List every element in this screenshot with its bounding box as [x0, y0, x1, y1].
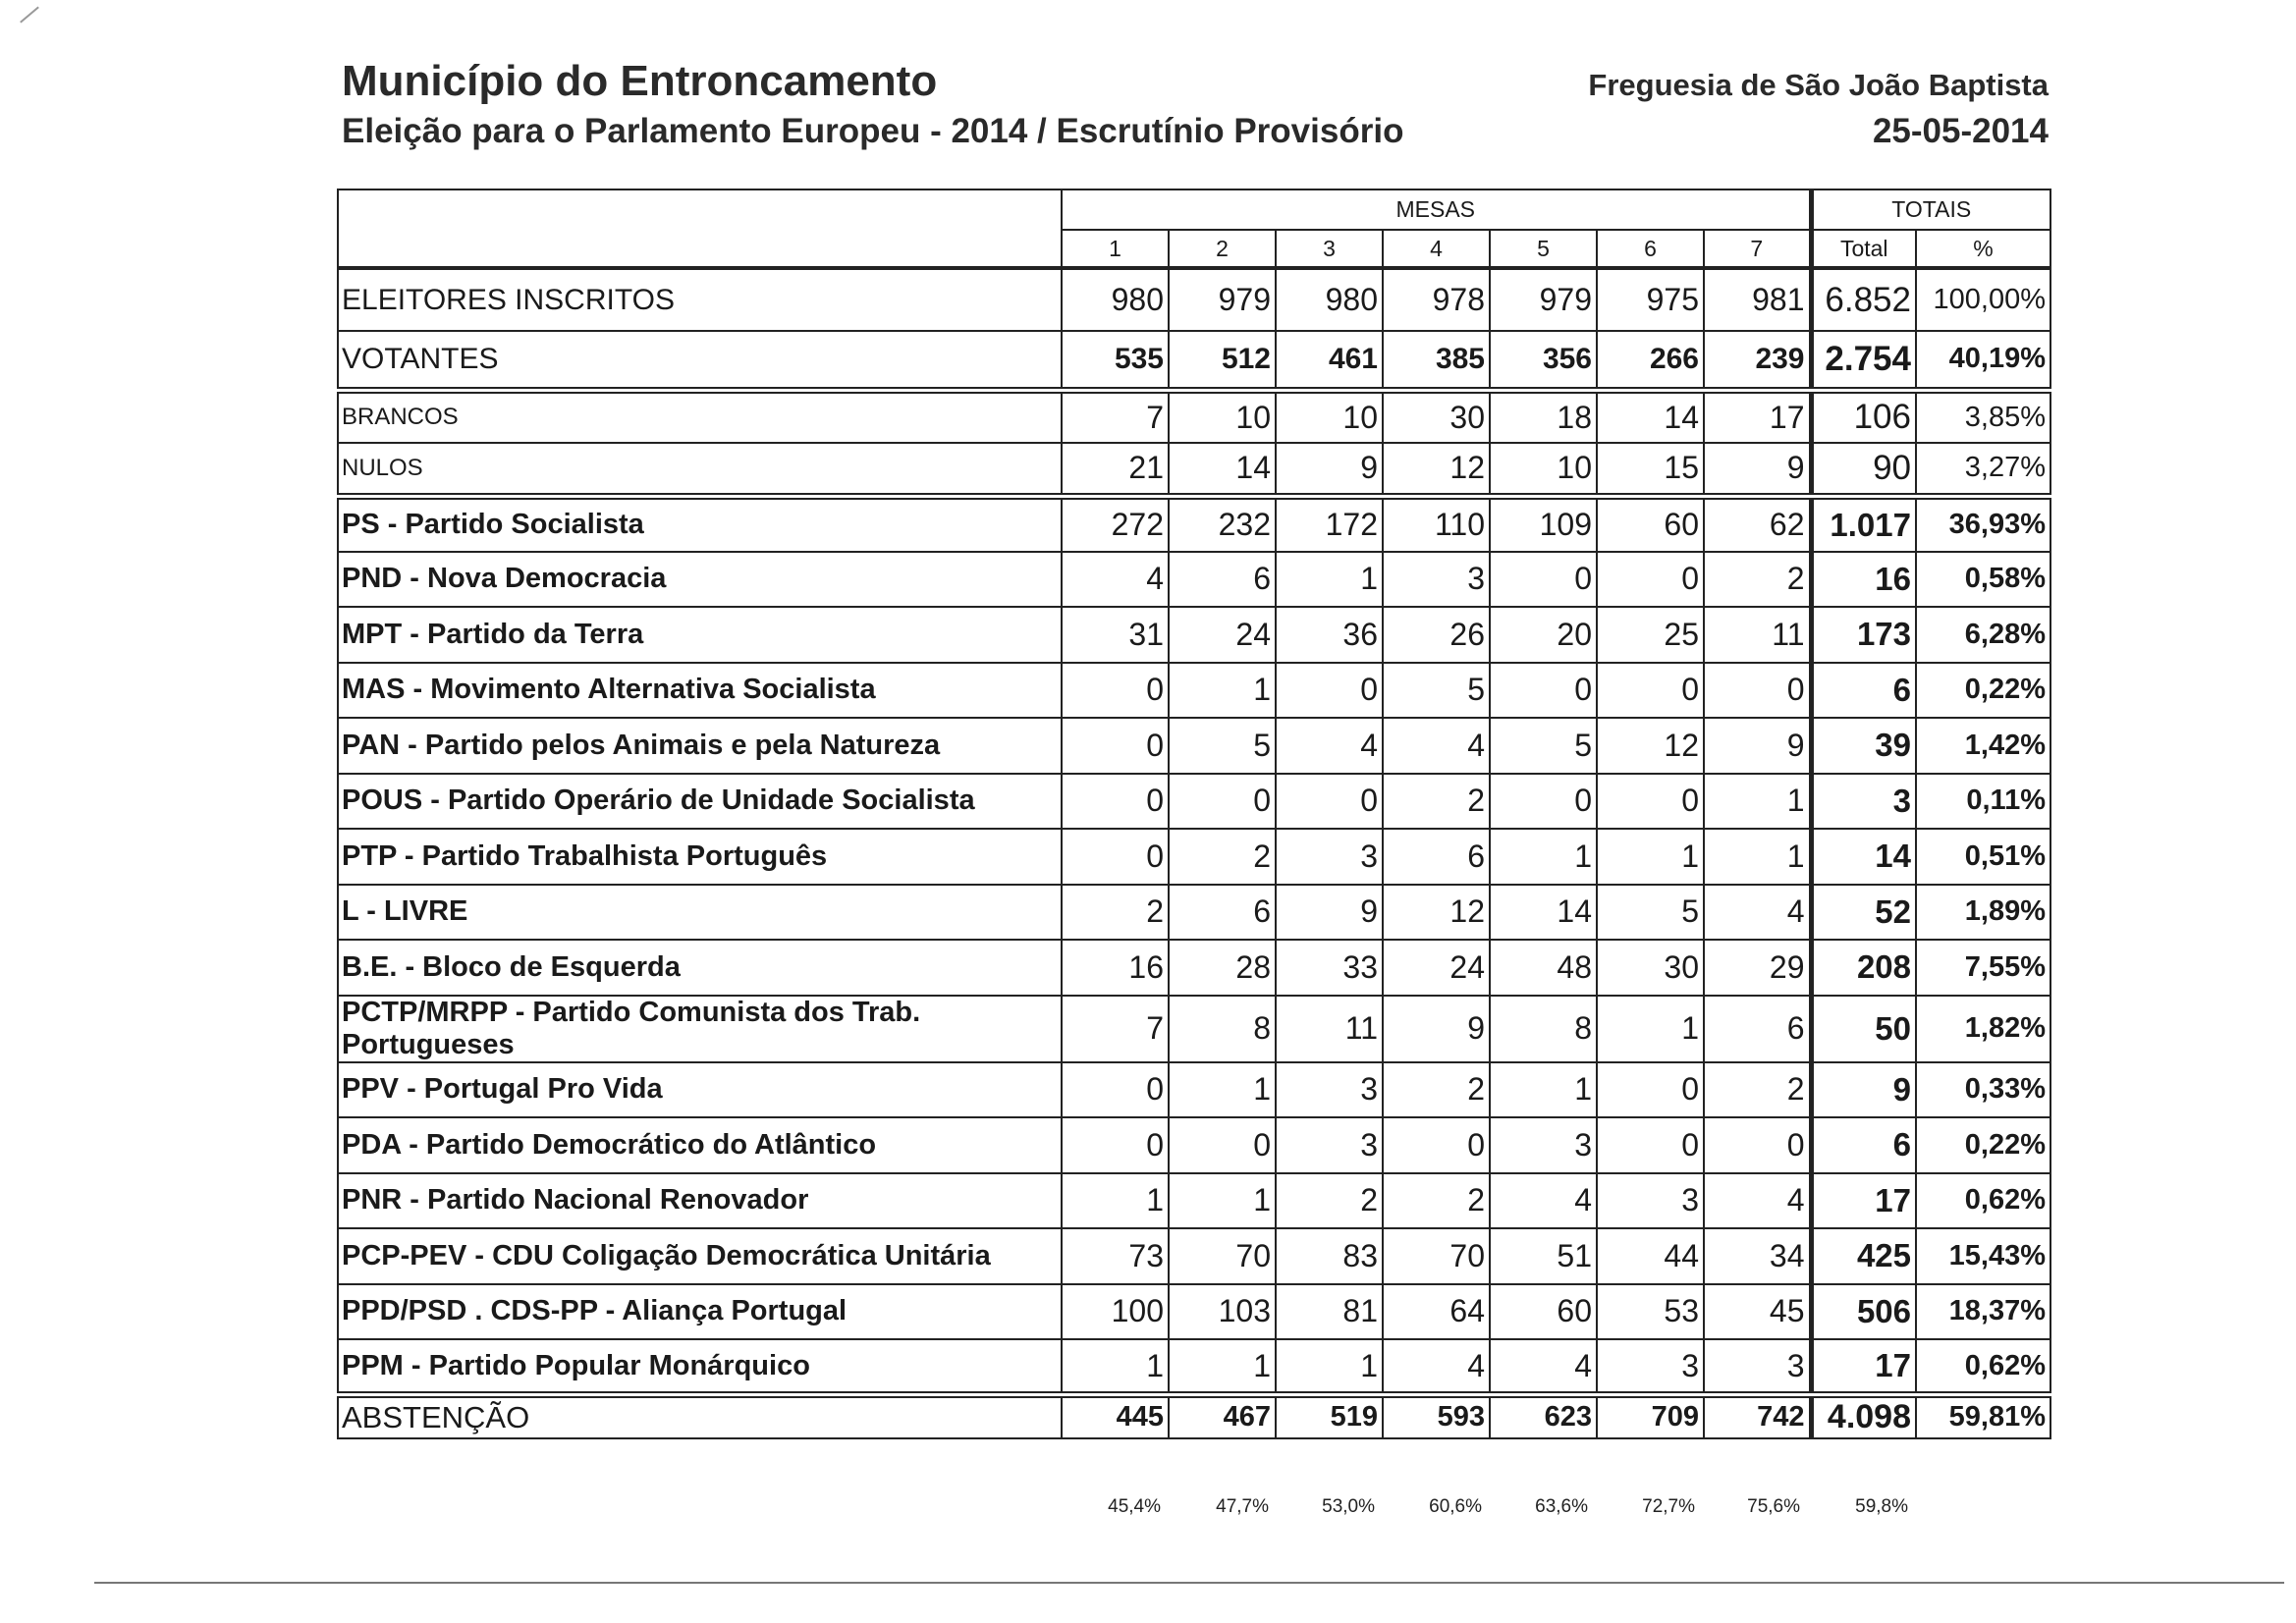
- header-totais: TOTAIS: [1811, 189, 2050, 230]
- cell-party-8-pct: 1,89%: [1916, 885, 2050, 941]
- row-label-party-4: MAS - Movimento Alternativa Socialista: [338, 663, 1062, 719]
- cell-party-11-mesa-6: 0: [1597, 1062, 1704, 1118]
- cell-party-15-mesa-6: 53: [1597, 1284, 1704, 1340]
- cell-party-11-mesa-4: 2: [1383, 1062, 1490, 1118]
- cell-party-16-total: 17: [1811, 1339, 1916, 1395]
- cell-party-9-mesa-4: 24: [1383, 940, 1490, 996]
- row-label-party-2: PND - Nova Democracia: [338, 552, 1062, 608]
- cell-inscritos-total: 6.852: [1811, 268, 1916, 331]
- cell-brancos-mesa-1: 7: [1062, 390, 1169, 443]
- table-row-party-8: [338, 885, 2050, 941]
- table-row-inscritos: [338, 268, 2050, 331]
- cell-party-13-mesa-2: 1: [1169, 1173, 1276, 1229]
- cell-party-14-mesa-3: 83: [1276, 1228, 1383, 1284]
- cell-party-15-total: 506: [1811, 1284, 1916, 1340]
- cell-party-15-mesa-5: 60: [1490, 1284, 1597, 1340]
- cell-party-2-mesa-6: 0: [1597, 552, 1704, 608]
- cell-party-12-mesa-5: 3: [1490, 1117, 1597, 1173]
- row-label-brancos: BRANCOS: [338, 390, 1062, 443]
- cell-abstencao-mesa-4: 593: [1383, 1395, 1490, 1438]
- cell-party-16-mesa-6: 3: [1597, 1339, 1704, 1395]
- cell-party-12-mesa-2: 0: [1169, 1117, 1276, 1173]
- abstention-pct-mesa-6: 72,7%: [1642, 1496, 1695, 1517]
- cell-party-13-mesa-5: 4: [1490, 1173, 1597, 1229]
- cell-party-5-mesa-6: 12: [1597, 718, 1704, 774]
- cell-party-5-total: 39: [1811, 718, 1916, 774]
- header-mesa-4: 4: [1383, 230, 1490, 268]
- cell-inscritos-mesa-6: 975: [1597, 268, 1704, 331]
- row-label-votantes: VOTANTES: [338, 331, 1062, 390]
- cell-party-10-mesa-3: 11: [1276, 996, 1383, 1062]
- cell-votantes-mesa-1: 535: [1062, 331, 1169, 390]
- cell-party-8-mesa-6: 5: [1597, 885, 1704, 941]
- row-label-party-9: B.E. - Bloco de Esquerda: [338, 940, 1062, 996]
- cell-party-11-mesa-7: 2: [1704, 1062, 1811, 1118]
- cell-party-4-mesa-7: 0: [1704, 663, 1811, 719]
- cell-party-8-mesa-7: 4: [1704, 885, 1811, 941]
- cell-party-15-pct: 18,37%: [1916, 1284, 2050, 1340]
- cell-abstencao-pct: 59,81%: [1916, 1395, 2050, 1438]
- row-label-abstencao: ABSTENÇÃO: [338, 1395, 1062, 1438]
- row-label-nulos: NULOS: [338, 443, 1062, 496]
- cell-party-3-mesa-1: 31: [1062, 607, 1169, 663]
- cell-inscritos-mesa-3: 980: [1276, 268, 1383, 331]
- cell-party-7-mesa-7: 1: [1704, 829, 1811, 885]
- header-mesa-7: 7: [1704, 230, 1811, 268]
- table-row-party-13: [338, 1173, 2050, 1229]
- cell-party-7-mesa-4: 6: [1383, 829, 1490, 885]
- cell-party-12-mesa-1: 0: [1062, 1117, 1169, 1173]
- cell-party-4-mesa-2: 1: [1169, 663, 1276, 719]
- cell-party-9-mesa-2: 28: [1169, 940, 1276, 996]
- cell-party-10-mesa-6: 1: [1597, 996, 1704, 1062]
- cell-party-7-mesa-6: 1: [1597, 829, 1704, 885]
- cell-nulos-mesa-5: 10: [1490, 443, 1597, 496]
- cell-party-14-mesa-2: 70: [1169, 1228, 1276, 1284]
- cell-party-10-mesa-2: 8: [1169, 996, 1276, 1062]
- cell-inscritos-pct: 100,00%: [1916, 268, 2050, 331]
- parish-name: Freguesia de São João Baptista: [1588, 68, 2049, 102]
- table-row-party-10: [338, 996, 2050, 1062]
- cell-party-13-mesa-7: 4: [1704, 1173, 1811, 1229]
- cell-party-14-total: 425: [1811, 1228, 1916, 1284]
- row-label-inscritos: ELEITORES INSCRITOS: [338, 268, 1062, 331]
- cell-party-5-mesa-4: 4: [1383, 718, 1490, 774]
- cell-party-1-mesa-6: 60: [1597, 496, 1704, 552]
- cell-party-12-total: 6: [1811, 1117, 1916, 1173]
- cell-party-4-mesa-4: 5: [1383, 663, 1490, 719]
- header-mesa-3: 3: [1276, 230, 1383, 268]
- cell-inscritos-mesa-1: 980: [1062, 268, 1169, 331]
- cell-party-2-mesa-1: 4: [1062, 552, 1169, 608]
- cell-party-16-mesa-4: 4: [1383, 1339, 1490, 1395]
- cell-abstencao-mesa-2: 467: [1169, 1395, 1276, 1438]
- table-row-party-2: [338, 552, 2050, 608]
- cell-party-6-mesa-7: 1: [1704, 774, 1811, 830]
- cell-party-5-mesa-1: 0: [1062, 718, 1169, 774]
- cell-party-5-mesa-7: 9: [1704, 718, 1811, 774]
- cell-party-14-mesa-7: 34: [1704, 1228, 1811, 1284]
- table-row-party-12: [338, 1117, 2050, 1173]
- cell-party-9-mesa-1: 16: [1062, 940, 1169, 996]
- cell-nulos-mesa-7: 9: [1704, 443, 1811, 496]
- row-label-party-15: PPD/PSD . CDS-PP - Aliança Portugal: [338, 1284, 1062, 1340]
- cell-party-6-mesa-6: 0: [1597, 774, 1704, 830]
- cell-party-6-mesa-3: 0: [1276, 774, 1383, 830]
- cell-party-14-mesa-5: 51: [1490, 1228, 1597, 1284]
- row-label-party-6: POUS - Partido Operário de Unidade Socialista: [338, 774, 1062, 830]
- cell-party-9-mesa-6: 30: [1597, 940, 1704, 996]
- cell-votantes-mesa-4: 385: [1383, 331, 1490, 390]
- cell-party-2-mesa-3: 1: [1276, 552, 1383, 608]
- header-mesa-2: 2: [1169, 230, 1276, 268]
- cell-party-12-mesa-6: 0: [1597, 1117, 1704, 1173]
- table-row-party-9: [338, 940, 2050, 996]
- table-row-votantes: [338, 331, 2050, 390]
- cell-party-8-mesa-5: 14: [1490, 885, 1597, 941]
- cell-party-12-mesa-7: 0: [1704, 1117, 1811, 1173]
- row-label-party-11: PPV - Portugal Pro Vida: [338, 1062, 1062, 1118]
- cell-party-4-pct: 0,22%: [1916, 663, 2050, 719]
- table-row-party-3: [338, 607, 2050, 663]
- table-row-party-11: [338, 1062, 2050, 1118]
- cell-party-4-mesa-6: 0: [1597, 663, 1704, 719]
- cell-party-15-mesa-3: 81: [1276, 1284, 1383, 1340]
- cell-party-10-pct: 1,82%: [1916, 996, 2050, 1062]
- cell-brancos-mesa-4: 30: [1383, 390, 1490, 443]
- cell-party-11-mesa-1: 0: [1062, 1062, 1169, 1118]
- header-mesa-6: 6: [1597, 230, 1704, 268]
- cell-party-2-mesa-4: 3: [1383, 552, 1490, 608]
- table-row-party-6: [338, 774, 2050, 830]
- cell-brancos-mesa-3: 10: [1276, 390, 1383, 443]
- cell-party-3-mesa-3: 36: [1276, 607, 1383, 663]
- cell-party-10-total: 50: [1811, 996, 1916, 1062]
- header-blank-cell: [338, 189, 1062, 268]
- cell-nulos-mesa-6: 15: [1597, 443, 1704, 496]
- cell-party-15-mesa-4: 64: [1383, 1284, 1490, 1340]
- cell-inscritos-mesa-2: 979: [1169, 268, 1276, 331]
- abstention-pct-total: 59,8%: [1855, 1496, 1908, 1517]
- cell-party-13-pct: 0,62%: [1916, 1173, 2050, 1229]
- cell-party-16-mesa-1: 1: [1062, 1339, 1169, 1395]
- cell-party-6-mesa-1: 0: [1062, 774, 1169, 830]
- cell-party-15-mesa-2: 103: [1169, 1284, 1276, 1340]
- cell-party-7-total: 14: [1811, 829, 1916, 885]
- cell-brancos-total: 106: [1811, 390, 1916, 443]
- cell-party-3-pct: 6,28%: [1916, 607, 2050, 663]
- cell-party-2-total: 16: [1811, 552, 1916, 608]
- cell-party-13-mesa-3: 2: [1276, 1173, 1383, 1229]
- cell-party-12-mesa-3: 3: [1276, 1117, 1383, 1173]
- results-table: [337, 189, 2051, 1439]
- cell-party-14-mesa-4: 70: [1383, 1228, 1490, 1284]
- cell-party-14-mesa-6: 44: [1597, 1228, 1704, 1284]
- cell-party-3-mesa-5: 20: [1490, 607, 1597, 663]
- cell-party-6-mesa-4: 2: [1383, 774, 1490, 830]
- cell-inscritos-mesa-5: 979: [1490, 268, 1597, 331]
- cell-party-3-mesa-6: 25: [1597, 607, 1704, 663]
- cell-brancos-mesa-6: 14: [1597, 390, 1704, 443]
- cell-votantes-mesa-7: 239: [1704, 331, 1811, 390]
- cell-party-7-mesa-2: 2: [1169, 829, 1276, 885]
- cell-inscritos-mesa-7: 981: [1704, 268, 1811, 331]
- cell-inscritos-mesa-4: 978: [1383, 268, 1490, 331]
- table-row-party-16: [338, 1339, 2050, 1395]
- cell-party-4-mesa-5: 0: [1490, 663, 1597, 719]
- row-label-party-1: PS - Partido Socialista: [338, 496, 1062, 552]
- abstention-pct-mesa-5: 63,6%: [1535, 1496, 1588, 1517]
- cell-party-12-mesa-4: 0: [1383, 1117, 1490, 1173]
- cell-party-7-mesa-1: 0: [1062, 829, 1169, 885]
- cell-party-16-pct: 0,62%: [1916, 1339, 2050, 1395]
- cell-party-13-mesa-1: 1: [1062, 1173, 1169, 1229]
- cell-abstencao-mesa-7: 742: [1704, 1395, 1811, 1438]
- document-header: [342, 57, 2049, 151]
- cell-party-16-mesa-2: 1: [1169, 1339, 1276, 1395]
- cell-party-11-pct: 0,33%: [1916, 1062, 2050, 1118]
- cell-party-14-pct: 15,43%: [1916, 1228, 2050, 1284]
- cell-votantes-total: 2.754: [1811, 331, 1916, 390]
- cell-party-2-pct: 0,58%: [1916, 552, 2050, 608]
- row-label-party-13: PNR - Partido Nacional Renovador: [338, 1173, 1062, 1229]
- cell-votantes-mesa-2: 512: [1169, 331, 1276, 390]
- cell-party-8-mesa-4: 12: [1383, 885, 1490, 941]
- cell-party-13-mesa-4: 2: [1383, 1173, 1490, 1229]
- cell-votantes-mesa-6: 266: [1597, 331, 1704, 390]
- row-label-party-10: PCTP/MRPP - Partido Comunista dos Trab. Portugueses: [338, 996, 1062, 1062]
- cell-nulos-mesa-4: 12: [1383, 443, 1490, 496]
- table-row-party-4: [338, 663, 2050, 719]
- row-label-party-3: MPT - Partido da Terra: [338, 607, 1062, 663]
- table-row-party-15: [338, 1284, 2050, 1340]
- cell-party-8-mesa-2: 6: [1169, 885, 1276, 941]
- cell-party-6-total: 3: [1811, 774, 1916, 830]
- cell-party-3-mesa-7: 11: [1704, 607, 1811, 663]
- cell-party-6-mesa-2: 0: [1169, 774, 1276, 830]
- cell-party-8-mesa-1: 2: [1062, 885, 1169, 941]
- cell-party-1-mesa-5: 109: [1490, 496, 1597, 552]
- cell-party-10-mesa-4: 9: [1383, 996, 1490, 1062]
- cell-party-13-mesa-6: 3: [1597, 1173, 1704, 1229]
- cell-party-6-pct: 0,11%: [1916, 774, 2050, 830]
- header-total: Total: [1811, 230, 1916, 268]
- cell-party-9-total: 208: [1811, 940, 1916, 996]
- cell-party-16-mesa-5: 4: [1490, 1339, 1597, 1395]
- cell-brancos-pct: 3,85%: [1916, 390, 2050, 443]
- table-row-party-14: [338, 1228, 2050, 1284]
- row-label-party-7: PTP - Partido Trabalhista Português: [338, 829, 1062, 885]
- cell-party-5-mesa-3: 4: [1276, 718, 1383, 774]
- row-label-party-5: PAN - Partido pelos Animais e pela Natureza: [338, 718, 1062, 774]
- cell-abstencao-mesa-5: 623: [1490, 1395, 1597, 1438]
- table-row-nulos: [338, 443, 2050, 496]
- cell-party-9-mesa-5: 48: [1490, 940, 1597, 996]
- cell-abstencao-mesa-6: 709: [1597, 1395, 1704, 1438]
- cell-party-1-pct: 36,93%: [1916, 496, 2050, 552]
- cell-party-1-mesa-2: 232: [1169, 496, 1276, 552]
- table-row-brancos: [338, 390, 2050, 443]
- abstention-pct-mesa-7: 75,6%: [1747, 1496, 1800, 1517]
- page-divider: [94, 1582, 2284, 1584]
- cell-nulos-pct: 3,27%: [1916, 443, 2050, 496]
- cell-party-1-mesa-1: 272: [1062, 496, 1169, 552]
- cell-votantes-pct: 40,19%: [1916, 331, 2050, 390]
- cell-votantes-mesa-3: 461: [1276, 331, 1383, 390]
- cell-party-15-mesa-1: 100: [1062, 1284, 1169, 1340]
- cell-party-3-mesa-4: 26: [1383, 607, 1490, 663]
- cell-party-16-mesa-7: 3: [1704, 1339, 1811, 1395]
- abstention-pct-mesa-4: 60,6%: [1429, 1496, 1482, 1517]
- row-label-party-14: PCP-PEV - CDU Coligação Democrática Unitária: [338, 1228, 1062, 1284]
- table-row-party-1: [338, 496, 2050, 552]
- cell-party-9-pct: 7,55%: [1916, 940, 2050, 996]
- cell-party-4-mesa-3: 0: [1276, 663, 1383, 719]
- cell-abstencao-mesa-3: 519: [1276, 1395, 1383, 1438]
- cell-party-1-mesa-7: 62: [1704, 496, 1811, 552]
- cell-party-3-total: 173: [1811, 607, 1916, 663]
- cell-party-9-mesa-3: 33: [1276, 940, 1383, 996]
- row-label-party-12: PDA - Partido Democrático do Atlântico: [338, 1117, 1062, 1173]
- cell-party-15-mesa-7: 45: [1704, 1284, 1811, 1340]
- cell-party-10-mesa-1: 7: [1062, 996, 1169, 1062]
- cell-party-5-mesa-5: 5: [1490, 718, 1597, 774]
- cell-party-1-mesa-4: 110: [1383, 496, 1490, 552]
- cell-party-10-mesa-7: 6: [1704, 996, 1811, 1062]
- cell-party-14-mesa-1: 73: [1062, 1228, 1169, 1284]
- cell-nulos-total: 90: [1811, 443, 1916, 496]
- cell-brancos-mesa-7: 17: [1704, 390, 1811, 443]
- cell-party-4-total: 6: [1811, 663, 1916, 719]
- cell-party-9-mesa-7: 29: [1704, 940, 1811, 996]
- cell-party-5-mesa-2: 5: [1169, 718, 1276, 774]
- cell-brancos-mesa-2: 10: [1169, 390, 1276, 443]
- cell-party-11-total: 9: [1811, 1062, 1916, 1118]
- cell-party-7-mesa-5: 1: [1490, 829, 1597, 885]
- cell-party-10-mesa-5: 8: [1490, 996, 1597, 1062]
- header-mesa-5: 5: [1490, 230, 1597, 268]
- cell-party-2-mesa-7: 2: [1704, 552, 1811, 608]
- cell-party-2-mesa-5: 0: [1490, 552, 1597, 608]
- page-title: Município do Entroncamento: [342, 57, 938, 105]
- cell-party-11-mesa-3: 3: [1276, 1062, 1383, 1118]
- table-row-party-5: [338, 718, 2050, 774]
- abstention-pct-mesa-1: 45,4%: [1108, 1496, 1161, 1517]
- table-row-abstencao: [338, 1395, 2050, 1438]
- abstention-pct-mesa-3: 53,0%: [1322, 1496, 1375, 1517]
- cell-party-4-mesa-1: 0: [1062, 663, 1169, 719]
- cell-party-8-total: 52: [1811, 885, 1916, 941]
- cell-votantes-mesa-5: 356: [1490, 331, 1597, 390]
- table-header-group-row: [338, 189, 2050, 230]
- cell-brancos-mesa-5: 18: [1490, 390, 1597, 443]
- header-pct: %: [1916, 230, 2050, 268]
- row-label-party-8: L - LIVRE: [338, 885, 1062, 941]
- abstention-pct-mesa-2: 47,7%: [1216, 1496, 1269, 1517]
- cell-party-8-mesa-3: 9: [1276, 885, 1383, 941]
- election-date: 25-05-2014: [1872, 112, 2049, 150]
- cell-party-7-pct: 0,51%: [1916, 829, 2050, 885]
- header-mesa-1: 1: [1062, 230, 1169, 268]
- cell-nulos-mesa-3: 9: [1276, 443, 1383, 496]
- cell-party-1-total: 1.017: [1811, 496, 1916, 552]
- page-subtitle: Eleição para o Parlamento Europeu - 2014 / Escrutínio Provisório: [342, 112, 1404, 150]
- table-row-party-7: [338, 829, 2050, 885]
- row-label-party-16: PPM - Partido Popular Monárquico: [338, 1339, 1062, 1395]
- cell-party-12-pct: 0,22%: [1916, 1117, 2050, 1173]
- cell-party-6-mesa-5: 0: [1490, 774, 1597, 830]
- cell-abstencao-total: 4.098: [1811, 1395, 1916, 1438]
- cell-party-13-total: 17: [1811, 1173, 1916, 1229]
- cell-nulos-mesa-2: 14: [1169, 443, 1276, 496]
- cell-nulos-mesa-1: 21: [1062, 443, 1169, 496]
- cell-party-2-mesa-2: 6: [1169, 552, 1276, 608]
- header-mesas: MESAS: [1062, 189, 1811, 230]
- cell-party-3-mesa-2: 24: [1169, 607, 1276, 663]
- cell-abstencao-mesa-1: 445: [1062, 1395, 1169, 1438]
- cell-party-5-pct: 1,42%: [1916, 718, 2050, 774]
- cell-party-1-mesa-3: 172: [1276, 496, 1383, 552]
- scan-mark: [20, 7, 39, 24]
- cell-party-11-mesa-5: 1: [1490, 1062, 1597, 1118]
- cell-party-7-mesa-3: 3: [1276, 829, 1383, 885]
- cell-party-16-mesa-3: 1: [1276, 1339, 1383, 1395]
- cell-party-11-mesa-2: 1: [1169, 1062, 1276, 1118]
